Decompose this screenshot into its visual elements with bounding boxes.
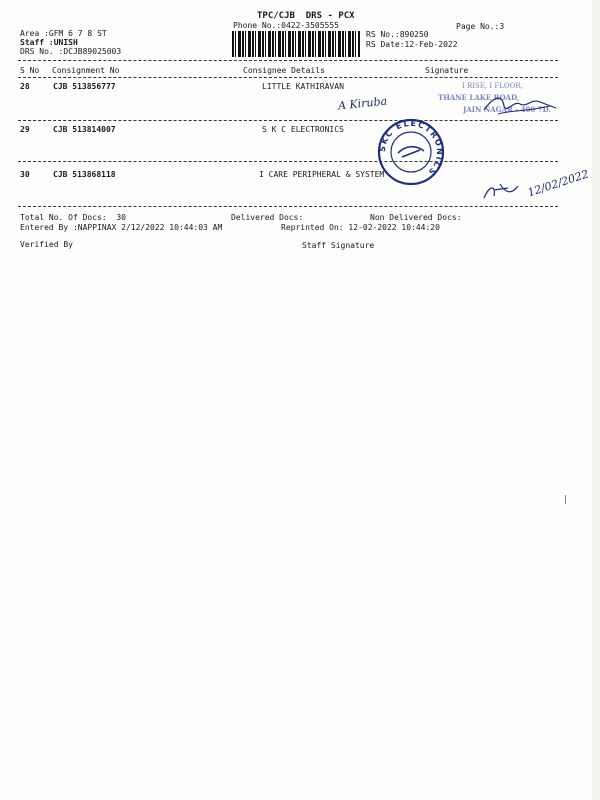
barcode: [232, 31, 360, 57]
reprinted-on: Reprinted On: 12-02-2022 10:44:20: [281, 223, 440, 232]
staff-label: Staff :UNISH: [20, 38, 78, 47]
divider: [18, 77, 558, 78]
row-consignee: LITTLE KATHIRAVAN: [262, 82, 344, 91]
divider: [18, 60, 558, 61]
row-sno: 29: [20, 125, 30, 134]
col-signature: Signature: [425, 66, 469, 75]
svg-text:SKC ELECTRONICS: SKC ELECTRONICS: [377, 118, 445, 178]
col-sno: S No: [20, 66, 40, 75]
handwritten-date: 12/02/2022: [526, 167, 591, 200]
divider: [18, 206, 558, 207]
non-delivered-docs: Non Delivered Docs:: [370, 213, 462, 222]
phone-number: Phone No.:0422-3505555: [233, 21, 339, 30]
scan-speck: [565, 495, 566, 504]
handwritten-signature: A Kiruba: [337, 94, 388, 113]
row-sno: 30: [20, 170, 30, 179]
row-sno: 28: [20, 82, 30, 91]
delivered-docs: Delivered Docs:: [231, 213, 304, 222]
staff-signature: Staff Signature: [302, 241, 375, 250]
row-consignment: CJB 513814007: [53, 125, 116, 134]
total-docs: Total No. Of Docs: 30: [20, 213, 126, 222]
col-consignee: Consignee Details: [243, 66, 325, 75]
row-consignment: CJB 513856777: [53, 82, 116, 91]
address-stamp-line: THANE LAKE ROAD,: [438, 93, 520, 102]
drs-number: DRS No. :DCJB89025003: [20, 47, 122, 56]
rs-number: RS No.:890250: [366, 30, 429, 39]
address-stamp-line: I RISE, I FLOOR,: [462, 82, 523, 90]
rs-date: RS Date:12-Feb-2022: [366, 40, 458, 49]
divider: [18, 161, 558, 162]
company-seal-icon: [376, 117, 446, 187]
initials-scribble-icon: [482, 180, 522, 202]
row-consignment: CJB 513868118: [53, 170, 116, 179]
report-title: TPC/CJB DRS - PCX: [257, 11, 355, 21]
entered-by: Entered By :NAPPINAX 2/12/2022 10:44:03 AM: [20, 223, 223, 232]
row-consignee: I CARE PERIPHERAL & SYSTEM: [259, 170, 385, 179]
address-stamp-line: JAIN NAGAR - 400 7D.: [463, 105, 551, 114]
page-number: Page No.:3: [456, 22, 505, 31]
verified-by: Verified By: [20, 240, 73, 249]
col-consignment: Consignment No: [52, 66, 120, 75]
scan-edge: [592, 0, 600, 800]
row-consignee: S K C ELECTRONICS: [262, 125, 344, 134]
divider: [18, 120, 558, 121]
signature-scribble-icon: [480, 90, 560, 118]
area-label: Area :GFM 6 7 8 ST: [20, 29, 107, 38]
